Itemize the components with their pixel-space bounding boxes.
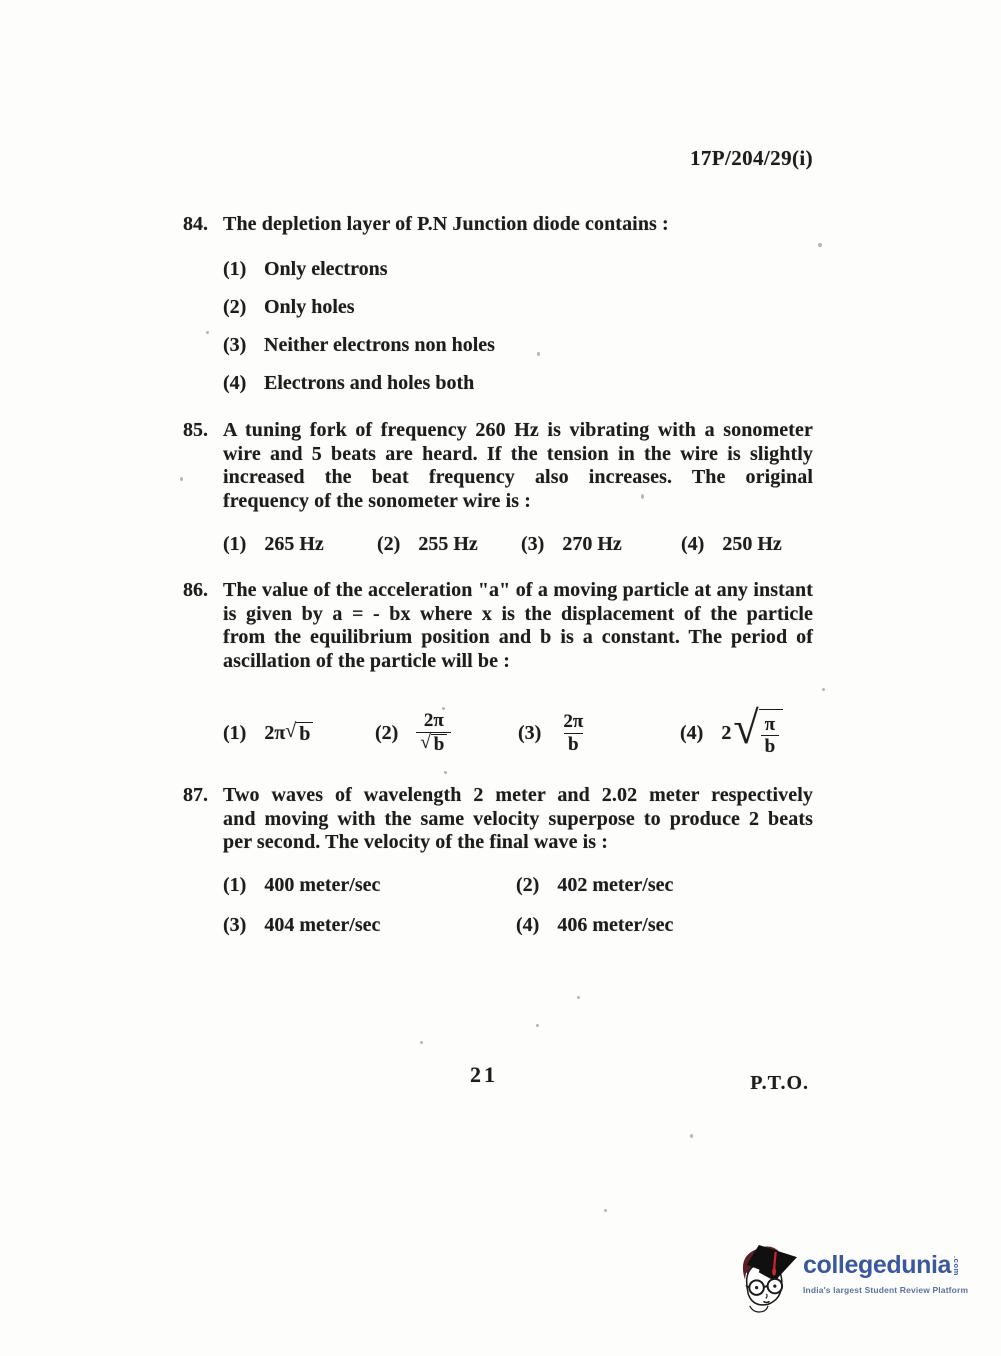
scan-speck <box>206 331 209 334</box>
scan-speck <box>180 477 183 481</box>
option-text: 250 Hz <box>722 533 782 555</box>
scan-speck <box>420 1041 423 1044</box>
scan-speck <box>537 352 540 356</box>
question-text-line: A tuning fork of frequency 260 Hz is vibrating with a sonometer <box>223 419 813 441</box>
option-label: (2) <box>377 533 401 555</box>
question-text-line: per second. The velocity of the final wave is : <box>223 831 609 853</box>
option <box>375 710 518 755</box>
math-coefficient: 2 <box>721 721 732 744</box>
math-expression <box>264 719 313 745</box>
numerator: 2π <box>423 710 444 732</box>
option-text: Only holes <box>264 295 355 318</box>
option-label: (2) <box>516 873 540 896</box>
question-text <box>223 419 813 513</box>
option <box>377 533 521 556</box>
options-row <box>223 697 813 769</box>
scan-speck <box>536 1024 539 1027</box>
fraction <box>559 711 587 755</box>
denominator <box>416 732 451 756</box>
collegedunia-domain: .com <box>952 1256 962 1276</box>
question-number: 87. <box>183 784 208 806</box>
fraction <box>761 714 780 758</box>
question-text <box>223 213 813 237</box>
scan-speck <box>641 494 644 499</box>
radical-sign: √ <box>420 731 431 753</box>
option-label: (3) <box>521 533 545 555</box>
option <box>223 874 516 897</box>
option-label: (1) <box>223 533 247 555</box>
option <box>681 533 813 556</box>
option-label: (1) <box>223 257 247 280</box>
option <box>223 334 813 357</box>
question-87 <box>183 784 813 937</box>
scan-speck <box>442 707 445 710</box>
question-text <box>223 579 813 673</box>
question-84 <box>183 213 813 410</box>
option <box>223 372 813 395</box>
option <box>223 719 375 745</box>
option-label: (4) <box>680 721 704 744</box>
option-label: (4) <box>516 913 540 936</box>
question-text-line: The value of the acceleration "a" of a moving particle at any instant <box>223 579 813 601</box>
question-text-line: wire and 5 beats are heard. If the tension in the wire is slightly <box>223 442 813 465</box>
scan-speck <box>577 996 580 999</box>
question-number: 85. <box>183 419 208 441</box>
option-text: Neither electrons non holes <box>264 333 495 356</box>
option-text: Electrons and holes both <box>264 371 475 394</box>
scan-speck <box>690 1134 693 1138</box>
denominator: b <box>564 733 583 755</box>
option-label: (1) <box>223 721 247 744</box>
option-text: 406 meter/sec <box>557 913 674 936</box>
radical-sign: √ <box>285 719 297 742</box>
option <box>521 533 681 556</box>
question-text-line: ascillation of the particle will be : <box>223 649 510 672</box>
collegedunia-wordmark: collegedunia <box>803 1251 952 1279</box>
square-root <box>285 719 313 745</box>
option-label: (2) <box>223 295 247 318</box>
pto-label: P.T.O. <box>750 1072 809 1094</box>
option-text: 270 Hz <box>562 533 622 555</box>
numerator: 2π <box>563 711 584 733</box>
scan-speck <box>604 1209 607 1212</box>
collegedunia-tagline: India's largest Student Review Platform <box>803 1285 969 1295</box>
option <box>680 701 813 758</box>
option <box>516 914 813 937</box>
option-text: 265 Hz <box>264 533 324 555</box>
option-text: 400 meter/sec <box>264 873 381 896</box>
options-grid <box>223 874 813 937</box>
question-text-line: frequency of the sonometer wire is : <box>223 489 531 512</box>
option-text: 255 Hz <box>418 533 478 555</box>
denominator: b <box>761 735 780 757</box>
scan-speck <box>818 243 822 247</box>
scan-speck <box>822 688 825 691</box>
page-number: 21 <box>470 1062 498 1087</box>
option <box>223 296 813 319</box>
square-root <box>420 731 447 756</box>
question-text-line: is given by a = - bx where x is the displacement of the particle <box>223 602 813 625</box>
paper-code: 17P/204/29(i) <box>689 146 813 170</box>
question-86 <box>183 579 813 769</box>
question-text-line: increased the beat frequency also increases. The original <box>223 466 813 488</box>
option-text: Only electrons <box>264 257 388 280</box>
question-85 <box>183 419 813 556</box>
option <box>223 533 377 556</box>
scan-speck <box>444 771 447 774</box>
option <box>516 874 813 897</box>
radicand: b <box>431 734 448 756</box>
collegedunia-logo <box>736 1240 968 1325</box>
option-label: (3) <box>223 913 247 936</box>
question-text-line: The depletion layer of P.N Junction diode contains : <box>223 213 669 235</box>
option-label: (3) <box>518 721 542 744</box>
fraction <box>416 710 451 755</box>
option-text: 402 meter/sec <box>557 873 674 896</box>
option-label: (4) <box>681 533 705 555</box>
question-text-line: from the equilibrium position and b is a constant. The period of <box>223 626 813 648</box>
square-root <box>733 701 783 758</box>
option <box>223 258 813 281</box>
option-label: (1) <box>223 873 247 896</box>
radicand: b <box>296 722 313 745</box>
option <box>223 914 516 937</box>
option <box>518 711 680 755</box>
radicand <box>759 709 784 758</box>
math-coefficient: 2π <box>264 721 286 744</box>
question-text-line: and moving with the same velocity superpose to produce 2 beats <box>223 807 813 830</box>
option-label: (4) <box>223 371 247 394</box>
question-text-line: Two waves of wavelength 2 meter and 2.02 meter respectively <box>223 784 813 806</box>
collegedunia-mascot-icon <box>736 1240 800 1325</box>
options-list <box>223 258 813 395</box>
option-text: 404 meter/sec <box>264 913 381 936</box>
option-label: (2) <box>375 721 399 744</box>
options-row <box>223 533 813 556</box>
question-text <box>223 784 813 855</box>
option-label: (3) <box>223 333 247 356</box>
math-expression <box>721 701 783 758</box>
question-number: 86. <box>183 579 208 601</box>
radical-sign: √ <box>733 701 759 753</box>
numerator: π <box>764 713 776 735</box>
question-number: 84. <box>183 213 208 235</box>
